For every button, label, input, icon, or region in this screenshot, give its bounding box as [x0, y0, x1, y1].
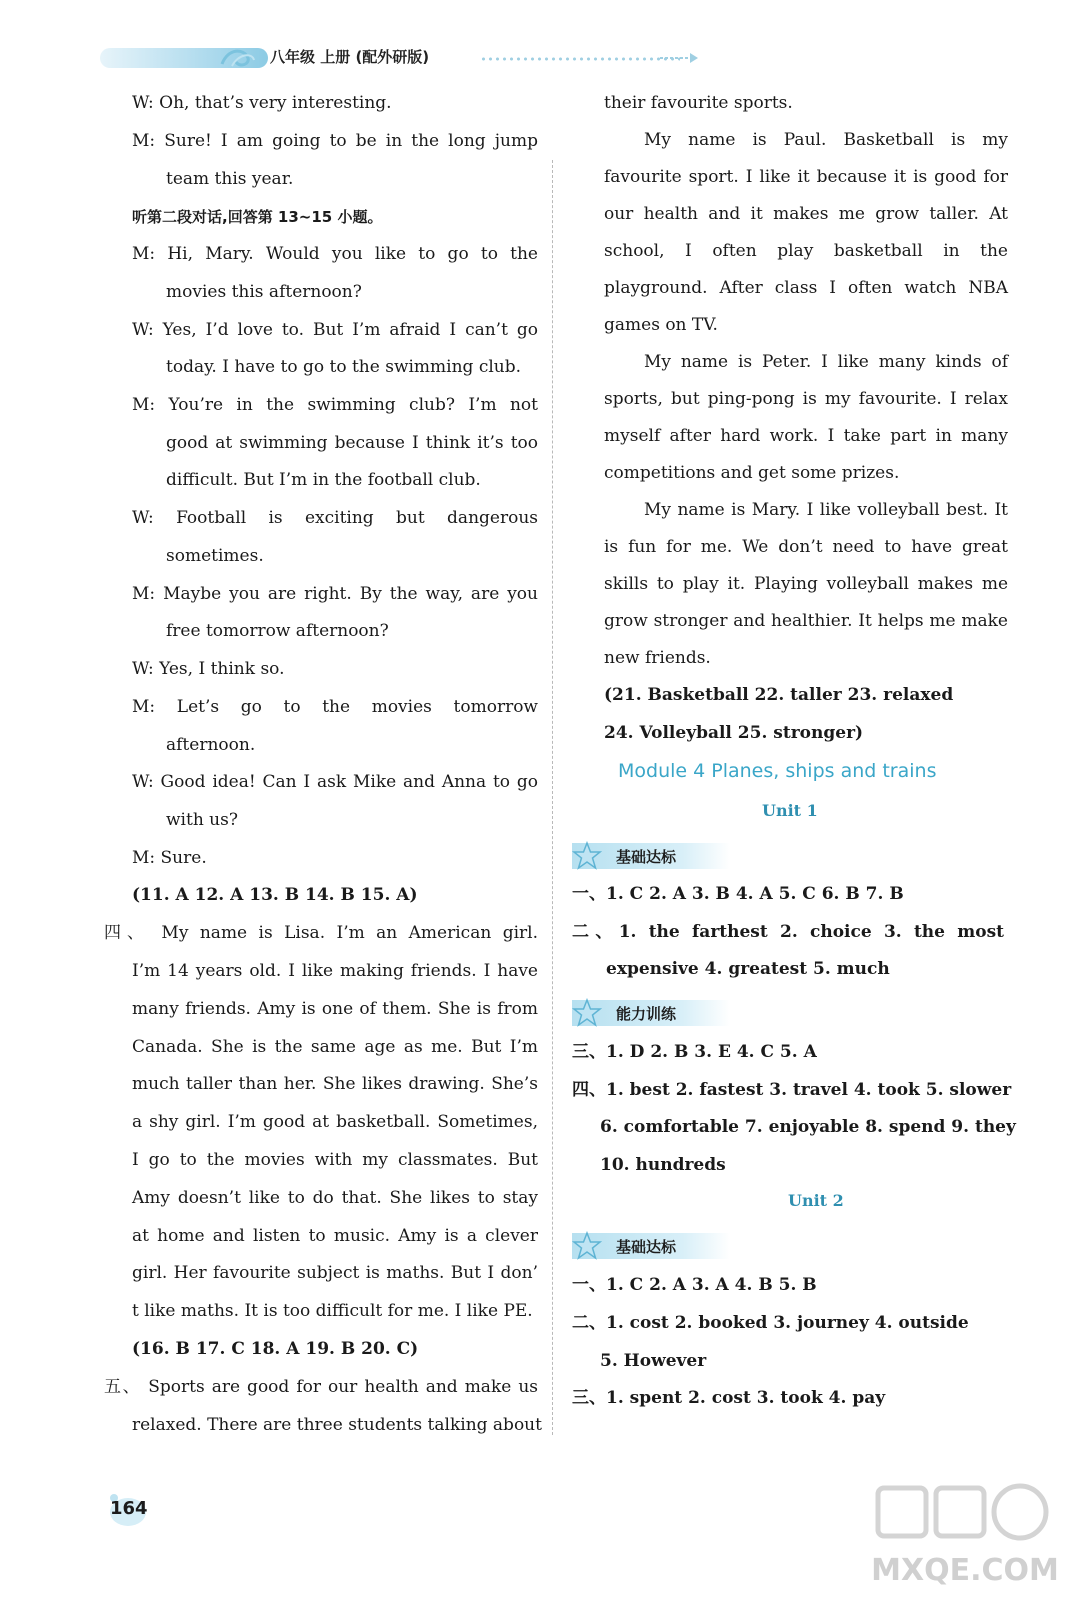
text-line: at home and listen to music. Amy is a clever — [132, 1226, 538, 1246]
text-line: W: Good idea! Can I ask Mike and Anna to go — [132, 772, 538, 792]
column-divider — [552, 160, 553, 1435]
text-line: competitions and get some prizes. — [604, 463, 900, 483]
text-line: I’m 14 years old. I like making friends. I have — [132, 961, 538, 981]
text-line: girl. Her favourite subject is maths. But I don’ — [132, 1263, 538, 1283]
text-line: M: Maybe you are right. By the way, are you — [132, 584, 538, 604]
text-line: Amy doesn’t like to do that. She likes to stay — [132, 1188, 538, 1208]
answer-key: (16. B 17. C 18. A 19. B 20. C) — [132, 1339, 419, 1359]
text-line: sports, but ping-pong is my favourite. I relax — [604, 389, 1008, 409]
answer-key: 三、1. D 2. B 3. E 4. C 5. A — [572, 1042, 817, 1062]
text-line: 五、 Sports are good for our health and make us — [104, 1377, 538, 1397]
text-line: today. I have to go to the swimming club. — [166, 357, 522, 377]
star-icon — [572, 998, 602, 1028]
text-line: much taller than her. She likes drawing. She’s — [132, 1074, 538, 1094]
text-line: relaxed. There are three students talking about — [132, 1415, 542, 1435]
text-line: 四、 My name is Lisa. I’m an American girl. — [104, 923, 538, 943]
text-line: M: You’re in the swimming club? I’m not — [132, 395, 538, 415]
watermark-logo — [870, 1480, 1060, 1595]
text-line: movies this afternoon? — [166, 282, 362, 302]
text-line: difficult. But I’m in the football club. — [166, 470, 481, 490]
text-line: their favourite sports. — [604, 93, 793, 113]
text-line: I go to the movies with my classmates. But — [132, 1150, 538, 1170]
answer-key: 四、1. best 2. fastest 3. travel 4. took 5. slower — [572, 1080, 1012, 1100]
answer-key: 一、1. C 2. A 3. B 4. A 5. C 6. B 7. B — [572, 884, 904, 904]
answer-key: 24. Volleyball 25. stronger) — [604, 723, 864, 743]
page-header — [100, 38, 720, 78]
section-tag-label: 能力训练 — [616, 1005, 677, 1023]
page-number-badge — [104, 1490, 148, 1530]
star-icon — [572, 841, 602, 871]
text-line: favourite sport. I like it because it is good for — [604, 167, 1008, 187]
answer-key: (11. A 12. A 13. B 14. B 15. A) — [132, 885, 418, 905]
text-line: My name is Paul. Basketball is my — [644, 130, 1008, 150]
text-line: team this year. — [166, 169, 294, 189]
answer-key: 一、1. C 2. A 3. A 4. B 5. B — [572, 1275, 817, 1295]
text-line: W: Yes, I think so. — [132, 659, 285, 679]
text-line: with us? — [166, 810, 238, 830]
text-line: W: Yes, I’d love to. But I’m afraid I can’t go — [132, 320, 538, 340]
header-swirl-icon — [218, 44, 258, 72]
section-tag-label: 基础达标 — [616, 848, 677, 866]
text-line: our health and it makes me grow taller. At — [604, 204, 1008, 224]
text-line: a shy girl. I’m good at basketball. Sometimes, — [132, 1112, 538, 1132]
text-line: M: Let’s go to the movies tomorrow — [132, 697, 538, 717]
text-line: W: Oh, that’s very interesting. — [132, 93, 392, 113]
text-line: playground. After class I often watch NBA — [604, 278, 1008, 298]
unit-heading: Unit 2 — [788, 1191, 844, 1210]
answer-key: (21. Basketball 22. taller 23. relaxed — [604, 685, 954, 705]
answer-key: 二、1. cost 2. booked 3. journey 4. outside — [572, 1313, 969, 1333]
answer-key: 二、1. the farthest 2. choice 3. the most — [572, 922, 1004, 942]
text-line: M: Sure! I am going to be in the long jump — [132, 131, 538, 151]
header-dots — [480, 56, 680, 62]
answer-key: 10. hundreds — [600, 1155, 726, 1175]
text-line: My name is Mary. I like volleyball best. It — [644, 500, 1008, 520]
answer-key: 三、1. spent 2. cost 3. took 4. pay — [572, 1388, 886, 1408]
section-tag — [572, 1000, 730, 1026]
text-line: afternoon. — [166, 735, 256, 755]
text-line: good at swimming because I think it’s too — [166, 433, 538, 453]
answer-key: expensive 4. greatest 5. much — [606, 959, 890, 979]
star-icon — [572, 1231, 602, 1261]
text-line: sometimes. — [166, 546, 264, 566]
header-arrow-icon — [660, 50, 700, 66]
text-line: many friends. Amy is one of them. She is from — [132, 999, 538, 1019]
text-line: M: Sure. — [132, 848, 207, 868]
answer-key: 6. comfortable 7. enjoyable 8. spend 9. they — [600, 1117, 1016, 1137]
section-tag-label: 基础达标 — [616, 1238, 677, 1256]
text-line: school, I often play basketball in the — [604, 241, 1008, 261]
text-line: t like maths. It is too difficult for me. I like PE. — [132, 1301, 533, 1321]
text-line: M: Hi, Mary. Would you like to go to the — [132, 244, 538, 264]
text-line: games on TV. — [604, 315, 718, 335]
answer-key: 5. However — [600, 1351, 707, 1371]
watermark-text: MXQE.COM — [871, 1553, 1059, 1588]
text-line: is fun for me. We don’t need to have great — [604, 537, 1008, 557]
text-line: My name is Peter. I like many kinds of — [644, 352, 1008, 372]
section-instruction: 听第二段对话,回答第 13~15 小题。 — [132, 208, 383, 226]
module-heading: Module 4 Planes, ships and trains — [618, 760, 937, 782]
section-tag — [572, 843, 730, 869]
text-line: myself after hard work. I take part in many — [604, 426, 1008, 446]
text-line: Canada. She is the same age as me. But I’m — [132, 1037, 538, 1057]
text-line: skills to play it. Playing volleyball makes me — [604, 574, 1008, 594]
page-number: 164 — [110, 1498, 148, 1519]
text-line: free tomorrow afternoon? — [166, 621, 389, 641]
text-line: new friends. — [604, 648, 711, 668]
section-tag — [572, 1233, 730, 1259]
text-line: grow stronger and healthier. It helps me make — [604, 611, 1008, 631]
header-title: 八年级 上册 (配外研版) — [270, 48, 430, 66]
unit-heading: Unit 1 — [762, 801, 818, 820]
text-line: W: Football is exciting but dangerous — [132, 508, 538, 528]
